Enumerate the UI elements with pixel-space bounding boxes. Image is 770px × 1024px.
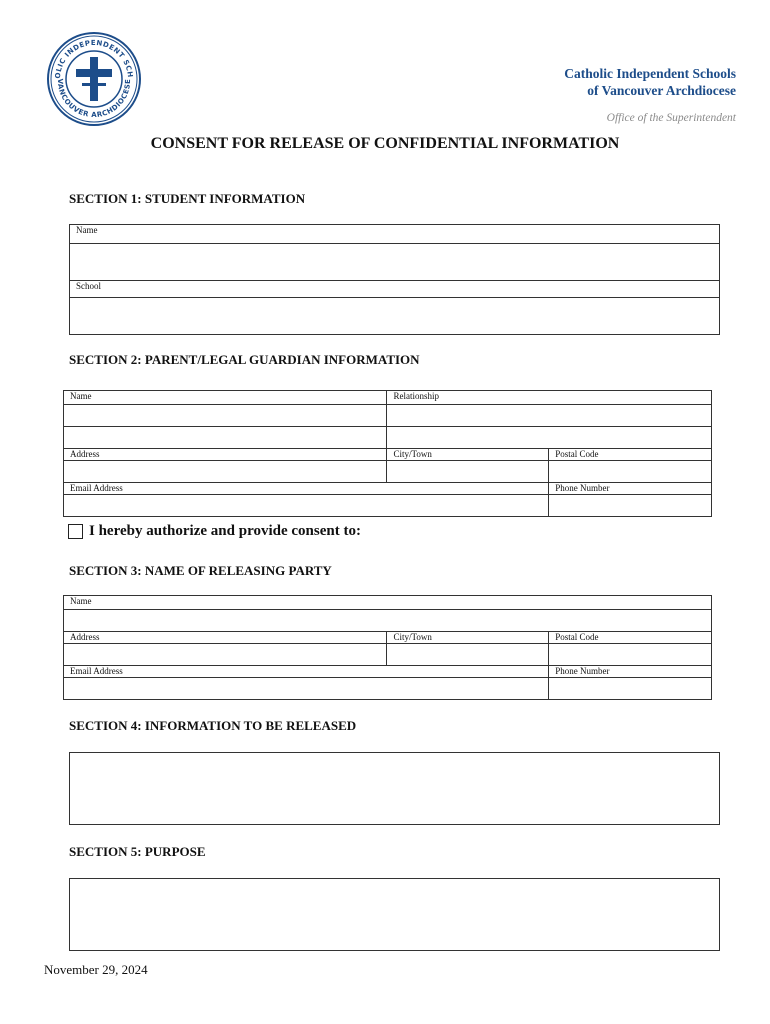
guardian-postal-field[interactable]	[549, 461, 712, 483]
org-name-line2: of Vancouver Archdiocese	[587, 83, 736, 98]
releasing-party-table	[63, 595, 712, 700]
guardian-info-table	[63, 390, 712, 517]
org-name-line1: Catholic Independent Schools	[564, 66, 736, 81]
releasing-phone-label: Phone Number	[549, 666, 712, 678]
svg-text:VANCOUVER ARCHDIOCESE: VANCOUVER ARCHDIOCESE	[55, 78, 133, 120]
section2-heading: SECTION 2: PARENT/LEGAL GUARDIAN INFORMATION	[69, 352, 420, 367]
releasing-address-label: Address	[64, 632, 387, 644]
releasing-name-field[interactable]	[64, 610, 712, 632]
information-released-field[interactable]	[69, 752, 720, 825]
office-subtitle: Office of the Superintendent	[606, 112, 736, 124]
student-name-label: Name	[70, 225, 720, 244]
school-label: School	[70, 281, 720, 298]
footer-date: November 29, 2024	[44, 962, 148, 977]
releasing-address-field[interactable]	[64, 644, 387, 666]
releasing-email-label: Email Address	[64, 666, 549, 678]
purpose-field[interactable]	[69, 878, 720, 951]
relationship-field-2[interactable]	[387, 427, 712, 449]
school-field[interactable]	[70, 298, 720, 335]
releasing-city-label: City/Town	[387, 632, 549, 644]
guardian-address-field[interactable]	[64, 461, 387, 483]
consent-checkbox[interactable]	[68, 524, 83, 539]
releasing-postal-field[interactable]	[549, 644, 712, 666]
guardian-email-field[interactable]	[64, 495, 549, 517]
releasing-phone-field[interactable]	[549, 678, 712, 700]
guardian-name-label: Name	[64, 391, 387, 405]
school-logo	[46, 31, 142, 127]
section1-heading: SECTION 1: STUDENT INFORMATION	[69, 191, 306, 206]
guardian-name-field-2[interactable]	[64, 427, 387, 449]
section5-heading: SECTION 5: PURPOSE	[69, 844, 206, 859]
consent-row	[68, 523, 361, 540]
consent-label: I hereby authorize and provide consent to:	[89, 523, 361, 539]
guardian-city-label: City/Town	[387, 449, 549, 461]
guardian-postal-label: Postal Code	[549, 449, 712, 461]
svg-text:CATHOLIC INDEPENDENT SCHOOLS: OLIC INDEPENDENT SCH	[53, 38, 135, 79]
releasing-email-field[interactable]	[64, 678, 549, 700]
guardian-phone-field[interactable]	[549, 495, 712, 517]
guardian-phone-label: Phone Number	[549, 483, 712, 495]
relationship-field[interactable]	[387, 405, 712, 427]
guardian-address-label: Address	[64, 449, 387, 461]
page-title: CONSENT FOR RELEASE OF CONFIDENTIAL INFORMATION	[150, 135, 620, 152]
section4-heading: SECTION 4: INFORMATION TO BE RELEASED	[69, 718, 357, 733]
guardian-name-field[interactable]	[64, 405, 387, 427]
student-info-table	[69, 224, 720, 335]
releasing-city-field[interactable]	[387, 644, 549, 666]
student-name-field[interactable]	[70, 244, 720, 281]
relationship-label: Relationship	[387, 391, 712, 405]
releasing-postal-label: Postal Code	[549, 632, 712, 644]
guardian-email-label: Email Address	[64, 483, 549, 495]
releasing-name-label: Name	[64, 596, 712, 610]
guardian-city-field[interactable]	[387, 461, 549, 483]
section3-heading: SECTION 3: NAME OF RELEASING PARTY	[69, 563, 332, 578]
